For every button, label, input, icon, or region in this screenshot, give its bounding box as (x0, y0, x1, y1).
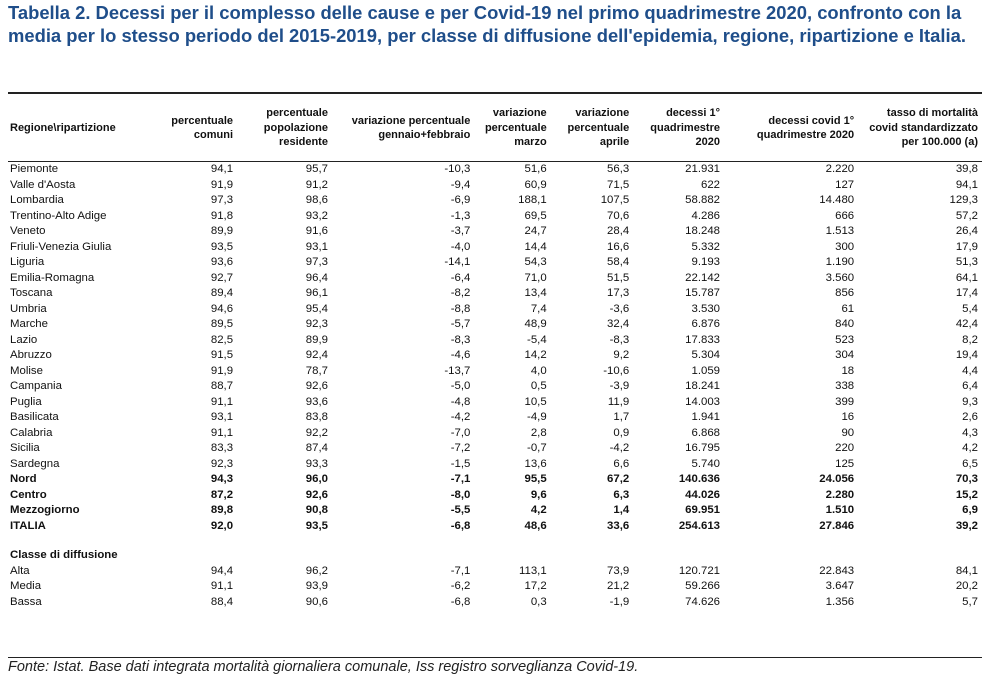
table-cell: 90 (841, 426, 855, 439)
table-cell: 18 (841, 364, 855, 377)
table-cell: 70,6 (607, 209, 630, 222)
table-cell: -5,7 (450, 318, 471, 330)
table-row (8, 240, 982, 256)
table-cell: 0,5 (530, 380, 547, 392)
row-label: Puglia (10, 395, 42, 408)
table-cell: 16 (841, 411, 855, 423)
table-cell: 28,4 (607, 225, 630, 237)
table-row (8, 255, 982, 271)
row-label: Centro (10, 488, 47, 501)
table-cell: 67,2 (607, 473, 630, 485)
row-label: ITALIA (10, 519, 46, 532)
row-label: Liguria (10, 256, 45, 268)
table-row (8, 333, 982, 349)
table-cell: -1,5 (450, 457, 471, 470)
table-cell: 96,4 (305, 271, 328, 284)
row-label: Emilia-Romagna (10, 271, 95, 284)
table-cell: 33,6 (607, 519, 630, 532)
table-cell: -3,7 (450, 225, 471, 237)
col-header-decessi: decessi 1° quadrimestre 2020 (633, 95, 724, 162)
row-label: Media (10, 580, 42, 592)
table-cell: -6,8 (450, 519, 471, 532)
row-label: Toscana (10, 287, 53, 299)
table-cell: 91,5 (210, 349, 234, 361)
table-cell: 15,2 (955, 488, 978, 501)
table-cell: 3.647 (825, 580, 855, 592)
table-cell: 93,5 (210, 240, 234, 253)
table-cell: 24.056 (819, 473, 855, 485)
table-cell: 87,2 (210, 488, 234, 501)
table-cell: 0,9 (613, 426, 630, 439)
table-row (8, 519, 982, 535)
table-cell: 96,1 (305, 287, 328, 299)
table-cell: 94,1 (955, 178, 978, 191)
table-cell: 18.248 (685, 225, 720, 237)
table-cell: 59.266 (685, 580, 720, 592)
table-cell: 83,3 (210, 442, 234, 454)
table-cell: 523 (835, 333, 855, 346)
table-cell: 93,1 (305, 240, 328, 253)
table-cell: 22.142 (685, 271, 720, 284)
table-cell: 91,9 (210, 178, 234, 191)
table-cell: 9,6 (530, 488, 547, 501)
table-cell: 82,5 (210, 333, 234, 346)
table-cell: 71,0 (524, 271, 547, 284)
table-cell: 89,5 (210, 318, 234, 330)
table-cell: -0,7 (527, 442, 547, 454)
col-header-var-aprile: variazione percentuale aprile (551, 95, 634, 162)
table-cell: 89,9 (210, 225, 234, 237)
table-cell: 1.356 (825, 595, 855, 608)
row-label: Nord (10, 473, 37, 485)
table-cell: 27.846 (819, 519, 855, 532)
table-cell: 4,3 (962, 426, 978, 439)
table-cell: 57,2 (955, 209, 978, 222)
table-cell: -7,1 (450, 473, 471, 485)
table-cell: 4,2 (962, 442, 978, 454)
table-cell: 71,5 (607, 178, 630, 191)
table-cell: -4,9 (527, 411, 547, 423)
table-cell: 15.787 (685, 287, 720, 299)
table-cell: 254.613 (678, 519, 720, 532)
table-cell: 21.931 (685, 163, 720, 175)
table-cell: 20,2 (955, 580, 978, 592)
table-cell: 14,4 (524, 240, 547, 253)
table-cell: 17,4 (955, 287, 978, 299)
table-cell: 338 (835, 380, 855, 392)
col-header-region: Regione\ripartizione (8, 95, 163, 162)
table-cell: 92,2 (305, 426, 328, 439)
table-cell: 94,4 (210, 564, 234, 577)
table-cell: 10,5 (524, 395, 547, 408)
row-label: Lombardia (10, 194, 64, 206)
table-cell: 127 (835, 178, 855, 191)
table-cell: 92,3 (305, 318, 328, 330)
table-row (8, 193, 982, 209)
row-label: Mezzogiorno (10, 504, 80, 516)
col-header-comuni: percentuale comuni (163, 95, 237, 162)
table-cell: 14,2 (524, 349, 547, 361)
col-header-var-marzo: variazione percentuale marzo (474, 95, 550, 162)
row-label: Friuli-Venezia Giulia (10, 240, 112, 253)
table-cell: 17,3 (607, 287, 630, 299)
table-row (8, 348, 982, 364)
table-cell: -7,2 (450, 442, 471, 454)
table-cell: 54,3 (524, 256, 547, 268)
table-cell: 69,5 (524, 209, 547, 222)
table-cell: 9,3 (962, 395, 978, 408)
table-cell: 5.740 (691, 457, 720, 470)
table-cell: -13,7 (444, 364, 471, 377)
table-cell: 70,3 (955, 473, 978, 485)
table-cell: 73,9 (607, 564, 630, 577)
table-cell: 14.480 (819, 194, 855, 206)
table-cell: 113,1 (519, 564, 547, 577)
table-row (8, 595, 982, 611)
table-row (8, 302, 982, 318)
table-cell: -5,0 (450, 380, 471, 392)
table-cell: 94,6 (210, 302, 234, 315)
row-label: Umbria (10, 302, 47, 315)
table-cell: 14.003 (685, 395, 720, 408)
table-cell: 92,0 (210, 519, 234, 532)
table-cell: 92,4 (305, 349, 328, 361)
table-cell: 18.241 (685, 380, 720, 392)
table-cell: 56,3 (607, 163, 630, 175)
table-cell: 48,9 (524, 318, 547, 330)
table-cell: 74.626 (685, 595, 720, 608)
table-row (8, 426, 982, 442)
table-cell: 97,3 (210, 194, 234, 206)
table-cell: 4.286 (691, 209, 720, 222)
table-cell: 91,1 (210, 580, 234, 592)
table-cell: 6,5 (962, 457, 978, 470)
table-cell: 64,1 (955, 271, 978, 284)
table-cell: -6,9 (450, 194, 471, 206)
table-cell: 94,1 (210, 163, 234, 175)
table-cell: 2,8 (530, 426, 547, 439)
row-label: Abruzzo (10, 349, 52, 361)
table-cell: 94,3 (210, 473, 234, 485)
table-cell: 11,9 (607, 395, 630, 408)
table-cell: 129,3 (949, 194, 978, 206)
table-cell: 93,6 (305, 395, 328, 408)
table-cell: 93,9 (305, 580, 328, 592)
table-cell: 89,4 (210, 287, 234, 299)
table-cell: 9,2 (613, 349, 630, 361)
row-label: Sardegna (10, 457, 60, 470)
table-cell: 84,1 (955, 564, 978, 577)
table-cell: 91,2 (305, 178, 328, 191)
table-row (8, 286, 982, 302)
table-cell: 58.882 (685, 194, 720, 206)
table-row (8, 410, 982, 426)
section-row (8, 548, 982, 564)
table-cell: 58,4 (607, 256, 630, 268)
table-cell: 39,8 (955, 163, 978, 175)
table-cell: 8,2 (962, 333, 978, 346)
table-row (8, 457, 982, 473)
table-cell: 91,8 (210, 209, 234, 222)
table-cell: 19,4 (955, 349, 978, 361)
table-title: Tabella 2. Decessi per il complesso delle cause e per Covid-19 nel primo quadrimestre 2020, confronto con la media per lo stesso periodo del 2015-2019, per classe di diffusione dell'epidemia, regione, ripartizione e Italia. (8, 2, 966, 46)
table-row (8, 162, 982, 178)
header-row (8, 95, 982, 162)
table-cell: 2.220 (825, 163, 855, 175)
table-cell: 4,0 (530, 364, 547, 377)
table-cell: 16.795 (685, 442, 720, 454)
table-cell: 6.876 (691, 318, 720, 330)
table-row (8, 472, 982, 488)
table-cell: 39,2 (955, 519, 978, 532)
table-cell: 92,3 (210, 457, 234, 470)
row-label: Alta (10, 564, 30, 577)
table-cell: 13,6 (524, 457, 547, 470)
table-cell: -7,1 (450, 564, 471, 577)
col-header-popolazione: percentuale popolazione residente (237, 95, 332, 162)
table-cell: 51,3 (955, 256, 978, 268)
table-cell: 6.868 (691, 426, 720, 439)
table-cell: 6,4 (962, 380, 978, 392)
table-cell: 1,4 (613, 504, 630, 516)
table-cell: 5.332 (691, 240, 720, 253)
table-row (8, 178, 982, 194)
table-cell: -7,0 (450, 426, 471, 439)
table-cell: -10,3 (444, 163, 471, 175)
table-cell: 89,9 (305, 333, 328, 346)
source-footnote: Fonte: Istat. Base dati integrata mortalità giornaliera comunale, Iss registro sorveglianza Covid-19. (8, 659, 639, 675)
table-row (8, 364, 982, 380)
table-cell: 4,2 (530, 504, 547, 516)
table-cell: 17,2 (524, 580, 547, 592)
table-cell: -5,4 (527, 333, 547, 346)
table-cell: 140.636 (678, 473, 720, 485)
table-cell: 3.530 (691, 302, 720, 315)
table-cell: 91,1 (210, 395, 234, 408)
table-row (8, 579, 982, 595)
table-cell: 5,7 (962, 595, 978, 608)
spacer-row (8, 534, 982, 548)
table-cell: 300 (835, 240, 855, 253)
table-cell: 44.026 (685, 488, 720, 501)
table-row (8, 224, 982, 240)
table-cell: 88,4 (210, 595, 234, 608)
table-cell: 107,5 (600, 194, 630, 206)
table-row (8, 379, 982, 395)
table-cell: 3.560 (825, 271, 855, 284)
table-cell: 51,6 (524, 163, 547, 175)
table-cell: 1.510 (825, 504, 855, 516)
row-label: Valle d'Aosta (10, 178, 76, 191)
table-cell: 93,6 (210, 256, 234, 268)
table-cell: 91,9 (210, 364, 234, 377)
table-cell: 93,3 (305, 457, 328, 470)
table-cell: 91,1 (210, 426, 234, 439)
table-cell: -5,5 (450, 504, 471, 516)
top-rule (8, 92, 982, 94)
table-cell: 22.843 (819, 564, 855, 577)
table-row (8, 209, 982, 225)
table-row (8, 564, 982, 580)
table-cell: -14,1 (444, 256, 471, 268)
table-row (8, 271, 982, 287)
row-label: Molise (10, 364, 43, 377)
table-cell: 91,6 (305, 225, 328, 237)
table-cell: 95,7 (305, 163, 328, 175)
mortality-table (8, 95, 982, 610)
table-cell: 48,6 (524, 519, 547, 532)
table-cell: 2,6 (962, 411, 978, 423)
row-label: Marche (10, 318, 48, 330)
table-cell: 1.941 (691, 411, 720, 423)
table-cell: 17,9 (955, 240, 978, 253)
table-cell: -4,0 (450, 240, 471, 253)
table-cell: 93,1 (210, 411, 234, 423)
table-cell: 16,6 (607, 240, 630, 253)
table-cell: 0,3 (530, 595, 547, 608)
table-cell: 220 (835, 442, 855, 454)
table-cell: -8,0 (450, 488, 471, 501)
row-label: Piemonte (10, 163, 59, 175)
table-cell: -4,2 (609, 442, 630, 454)
table-cell: 5.304 (691, 349, 720, 361)
table-cell: -8,3 (450, 333, 471, 346)
row-label: Sicilia (10, 442, 40, 454)
table-cell: -6,4 (450, 271, 471, 284)
table-cell: 1.059 (691, 364, 720, 377)
table-cell: -10,6 (603, 364, 630, 377)
table-cell: 83,8 (305, 411, 328, 423)
table-row (8, 395, 982, 411)
table-cell: 51,5 (607, 271, 630, 284)
table-cell: 188,1 (518, 194, 547, 206)
table-row (8, 503, 982, 519)
row-label: Bassa (10, 595, 42, 608)
table-cell: 666 (835, 209, 855, 222)
table-cell: 4,4 (962, 364, 978, 377)
table-cell: 88,7 (210, 380, 234, 392)
table-cell: 7,4 (530, 302, 547, 315)
table-row (8, 441, 982, 457)
table-cell: -8,3 (609, 333, 630, 346)
table-cell: 17.833 (685, 333, 720, 346)
table-cell: 92,7 (210, 271, 234, 284)
table-cell: 69.951 (685, 504, 720, 516)
row-label: Campania (10, 380, 62, 392)
table-cell: 96,2 (305, 564, 328, 577)
table-cell: -3,6 (609, 302, 630, 315)
table-cell: 87,4 (305, 442, 328, 454)
table-cell: -1,3 (450, 209, 471, 222)
col-header-tasso: tasso di mortalità covid standardizzato per 100.000 (a) (858, 95, 982, 162)
table-cell: 95,4 (305, 302, 328, 315)
table-cell: 1.190 (825, 256, 855, 268)
table-cell: 98,6 (305, 194, 328, 206)
table-row (8, 488, 982, 504)
table-cell: 2.280 (825, 488, 855, 501)
table-cell: 78,7 (305, 364, 328, 377)
table-cell: 9.193 (691, 256, 720, 268)
table-cell: 125 (835, 457, 855, 470)
table-cell: 24,7 (524, 225, 547, 237)
table-cell: 96,0 (305, 473, 328, 485)
row-label: Lazio (10, 333, 38, 346)
table-cell: -4,2 (450, 411, 471, 423)
table-cell: 26,4 (955, 225, 978, 237)
table-cell: 622 (700, 178, 720, 191)
table-cell: -3,9 (609, 380, 630, 392)
table-cell: 1.513 (825, 225, 855, 237)
table-cell: 5,4 (962, 302, 978, 315)
row-label: Calabria (10, 426, 53, 439)
table-cell: 92,6 (305, 380, 328, 392)
row-label: Basilicata (10, 411, 59, 423)
table-cell: 42,4 (955, 318, 978, 330)
table-cell: 304 (835, 349, 855, 361)
table-cell: 97,3 (305, 256, 328, 268)
table-cell: -1,9 (609, 595, 630, 608)
table-cell: 6,3 (613, 488, 630, 501)
table-cell: 1,7 (613, 411, 630, 423)
table-cell: -8,8 (450, 302, 471, 315)
table-cell: -6,2 (450, 580, 471, 592)
table-cell: -9,4 (450, 178, 471, 191)
table-cell: 6,9 (962, 504, 978, 516)
table-cell: 32,4 (607, 318, 630, 330)
table-cell: 61 (841, 302, 855, 315)
table-row (8, 317, 982, 333)
table-cell: 92,6 (305, 488, 328, 501)
table-cell: 21,2 (607, 580, 630, 592)
row-label: Trentino-Alto Adige (10, 209, 107, 222)
col-header-var-genfeb: variazione percentuale gennaio+febbraio (332, 95, 474, 162)
table-cell: 95,5 (524, 473, 547, 485)
col-header-decessi-covid: decessi covid 1° quadrimestre 2020 (724, 95, 858, 162)
table-cell: -4,6 (450, 349, 471, 361)
table-cell: 840 (835, 318, 855, 330)
table-cell: 90,8 (305, 504, 328, 516)
table-cell: 13,4 (524, 287, 547, 299)
table-cell: -4,8 (450, 395, 471, 408)
table-cell: -8,2 (450, 287, 471, 299)
table-cell: 399 (835, 395, 855, 408)
table-cell: 90,6 (305, 595, 328, 608)
table-cell: 93,2 (305, 209, 328, 222)
bottom-rule (8, 657, 982, 658)
table-cell: 120.721 (678, 564, 720, 577)
row-label: Veneto (10, 225, 46, 237)
section-label: Classe di diffusione (10, 549, 118, 561)
table-cell: -6,8 (450, 595, 471, 608)
table-cell: 60,9 (524, 178, 547, 191)
table-cell: 856 (835, 287, 855, 299)
table-cell: 89,8 (210, 504, 234, 516)
table-cell: 93,5 (305, 519, 328, 532)
table-cell: 6,6 (613, 457, 630, 470)
